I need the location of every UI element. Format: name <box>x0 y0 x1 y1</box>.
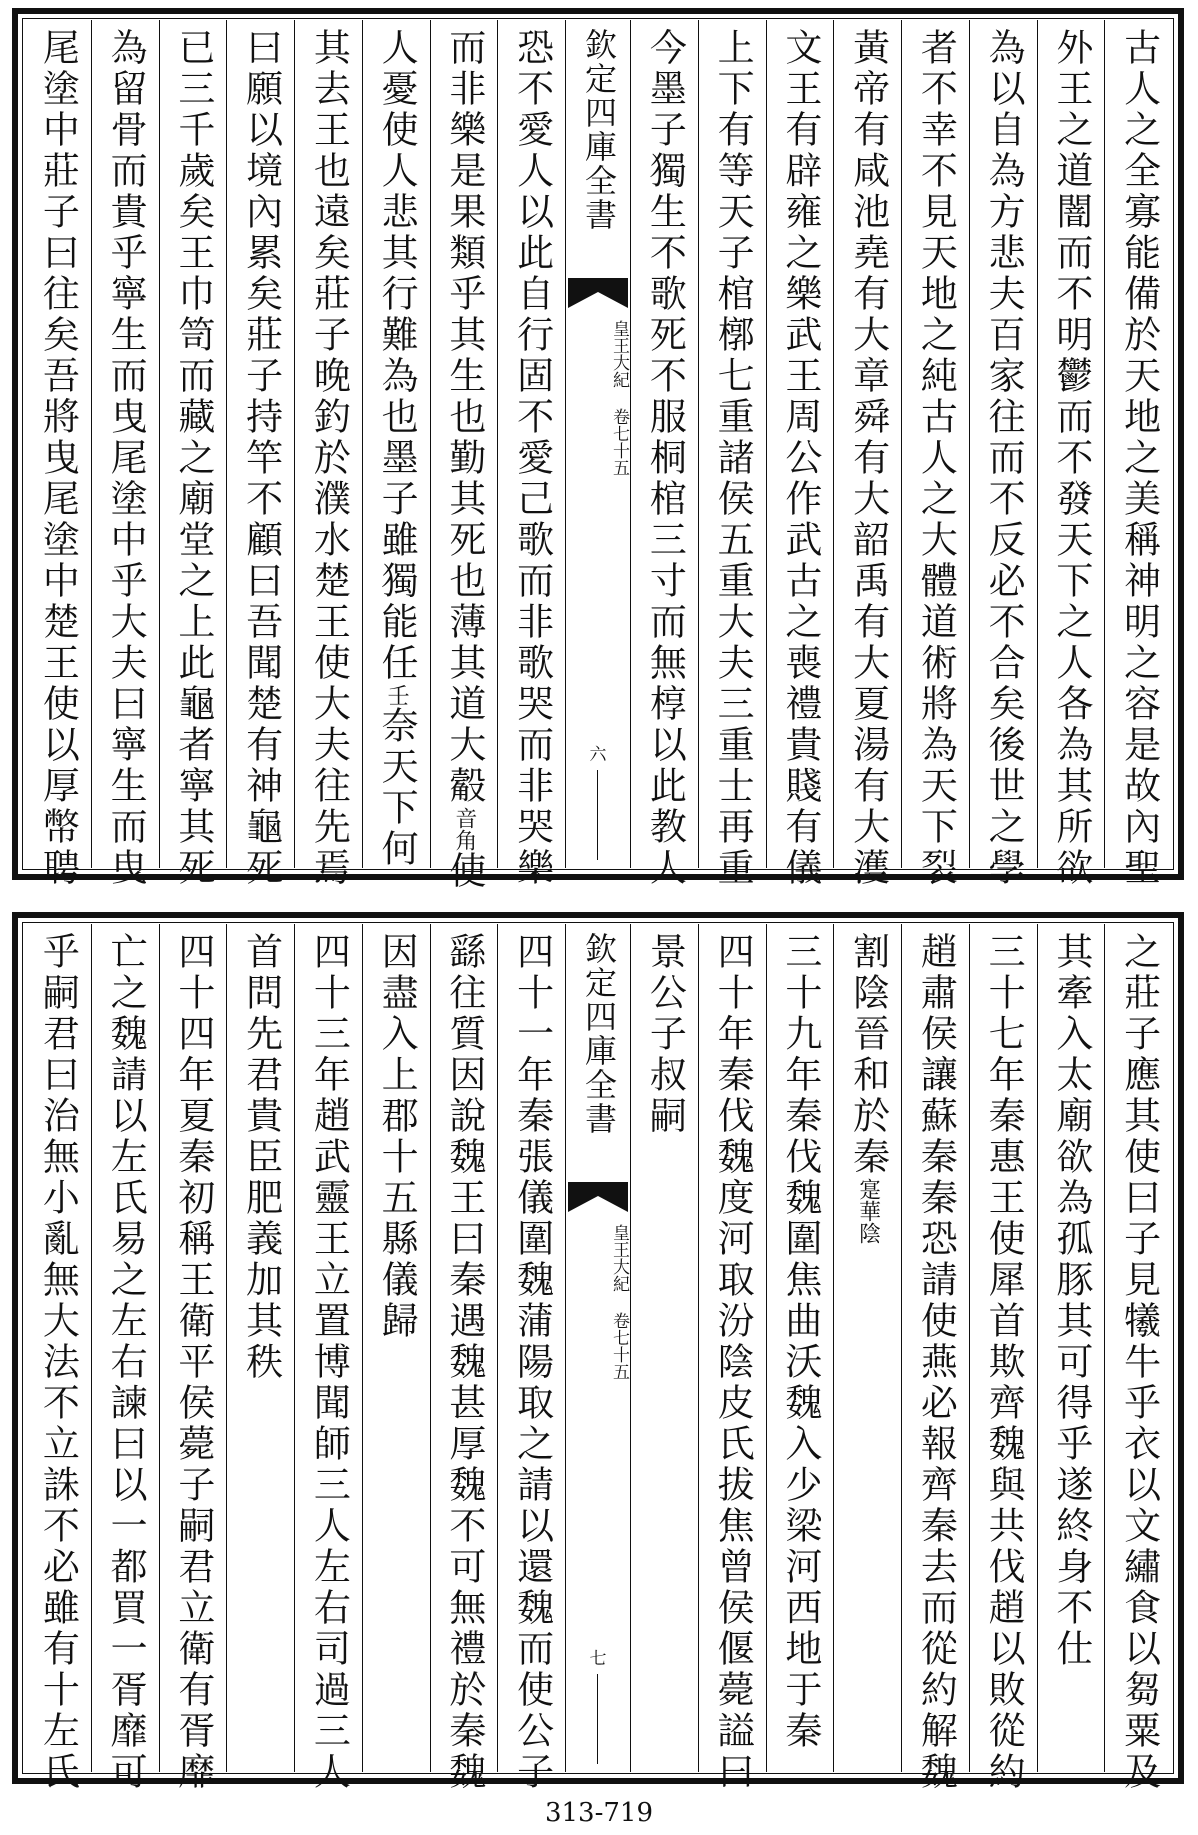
column-main-text: 人憂使人悲其行難為也墨子雖獨能任 <box>375 28 419 684</box>
column-text: 三十七年秦惠王使犀首欺齊魏與共伐趙以敗從約 <box>982 932 1026 1793</box>
interlinear-note: 寔華陰 <box>855 1178 881 1244</box>
text-column <box>24 20 91 889</box>
interlinear-note: 壬 <box>384 684 410 706</box>
text-column <box>159 20 227 889</box>
text-column <box>91 924 159 1793</box>
center-fold-rule <box>597 1674 598 1764</box>
column-text: 今墨子獨生不歌死不服桐棺三寸而無椁以此教人 <box>643 28 687 889</box>
center-fold-rule <box>597 770 598 860</box>
bottom-columns <box>24 924 1172 1793</box>
center-fold-leaf-number: 七 <box>589 1649 607 1669</box>
text-column <box>24 924 91 1793</box>
column-text: 其去王也遠矣莊子晚釣於濮水楚王使大夫往先焉 <box>307 28 351 889</box>
column-text: 古人之全寡能備於天地之美稱神明之容是故內聖 <box>1117 28 1161 889</box>
column-text: 為留骨而貴乎寧生而曳尾塗中乎大夫曰寧生而曳 <box>104 28 148 889</box>
column-main-text: 割陰晉和於秦 <box>846 932 890 1178</box>
text-column <box>698 924 766 1793</box>
column-text: 四十一年秦張儀圍魏蒲陽取之請以還魏而使公子 <box>510 932 554 1793</box>
text-column <box>969 924 1037 1793</box>
top-columns <box>24 20 1172 892</box>
column-text <box>835 932 901 1780</box>
column-text: 景公子叔嗣 <box>643 932 687 1137</box>
text-column <box>1037 20 1105 889</box>
top-page-frame <box>12 8 1184 892</box>
column-text: 曰願以境內累矣莊子持竿不顧曰吾聞楚有神龜死 <box>239 28 283 889</box>
text-column <box>1104 20 1172 889</box>
column-text: 文王有辟雍之樂武王周公作武古之喪禮貴賤有儀 <box>778 28 822 889</box>
bottom-page-frame <box>12 912 1184 1793</box>
page-number: 313-719 <box>544 1798 654 1828</box>
column-text: 繇往質因說魏王曰秦遇魏甚厚魏不可無禮於秦魏 <box>442 932 486 1793</box>
fish-tail-mark-icon <box>566 276 630 310</box>
center-fold-volume: 卷七十五 <box>609 1312 629 1380</box>
column-text: 尾塗中莊子曰往矣吾將曳尾塗中楚王使以厚幣聘 <box>36 28 80 889</box>
center-fold-book-name: 皇王大紀 <box>609 320 629 388</box>
text-column <box>430 20 498 892</box>
column-text: 已三千歲矣王巾笥而藏之廟堂之上此龜者寧其死 <box>171 28 215 889</box>
column-text: 者不幸不見天地之純古人之大體道術將為天下裂 <box>914 28 958 889</box>
text-column <box>91 20 159 889</box>
center-fold-subtitle <box>566 1224 630 1414</box>
text-column <box>630 20 698 889</box>
column-text: 乎嗣君曰治無小亂無大法不立誅不必雖有十左氏 <box>36 932 80 1793</box>
text-column <box>969 20 1037 889</box>
text-column <box>766 20 834 889</box>
column-main-text: 而非樂是果類乎其生也勤其死也薄其道大觳 <box>442 28 486 807</box>
column-text <box>431 28 497 892</box>
column-text: 之莊子應其使曰子見犧牛乎衣以文繡食以芻粟及 <box>1117 932 1161 1793</box>
text-column <box>430 924 498 1793</box>
column-text: 其牽入太廟欲為孤豚其可得乎遂終身不仕 <box>1049 932 1093 1670</box>
text-column <box>630 924 698 1772</box>
column-main-tail: 使 <box>442 851 486 892</box>
center-fold-leaf-number: 六 <box>589 745 607 765</box>
center-fold <box>565 20 630 868</box>
center-fold-title: 欽定四庫全書 <box>580 932 618 1136</box>
column-text: 上下有等天子棺槨七重諸侯五重大夫三重士再重 <box>711 28 755 889</box>
center-fold-book-name: 皇王大紀 <box>609 1224 629 1292</box>
column-text: 亡之魏請以左氏易之左右諫曰以一都買一胥靡可 <box>104 932 148 1793</box>
text-column <box>294 20 362 889</box>
column-text: 恐不愛人以此自行固不愛己歌而非歌哭而非哭樂 <box>510 28 554 889</box>
text-column <box>698 20 766 889</box>
text-column <box>901 924 969 1793</box>
text-column <box>226 20 294 889</box>
column-text: 首問先君貴臣肥義加其秩 <box>239 932 283 1383</box>
center-fold-volume: 卷七十五 <box>609 408 629 476</box>
center-fold <box>565 924 630 1772</box>
text-column <box>294 924 362 1793</box>
text-column <box>362 20 430 868</box>
text-column <box>833 924 901 1772</box>
text-column <box>497 924 565 1793</box>
text-column <box>159 924 227 1793</box>
center-fold-subtitle <box>566 320 630 510</box>
column-text: 四十四年夏秦初稱王衛平侯薨子嗣君立衛有胥靡 <box>171 932 215 1793</box>
column-text: 為以自為方悲夫百家往而不反必不合矣後世之學 <box>982 28 1026 889</box>
text-column <box>833 20 901 889</box>
column-text: 黃帝有咸池堯有大章舜有大韶禹有大夏湯有大濩 <box>846 28 890 889</box>
column-text: 四十三年趙武靈王立置博聞師三人左右司過三人 <box>307 932 351 1793</box>
center-fold-title: 欽定四庫全書 <box>580 28 618 232</box>
column-main-tail: 奈天下何 <box>375 706 419 870</box>
text-column <box>362 924 430 1772</box>
text-column <box>226 924 294 1772</box>
text-column <box>1104 924 1172 1793</box>
fish-tail-mark-icon <box>566 1180 630 1214</box>
interlinear-note: 音角 <box>451 807 477 851</box>
column-text: 外王之道闇而不明鬱而不發天下之人各為其所欲 <box>1049 28 1093 889</box>
text-column <box>1037 924 1105 1772</box>
column-text: 因盡入上郡十五縣儀歸 <box>375 932 419 1342</box>
column-text <box>363 28 429 876</box>
column-text: 三十九年秦伐魏圍焦曲沃魏入少梁河西地于秦 <box>778 932 822 1752</box>
text-column <box>766 924 834 1772</box>
column-text: 四十年秦伐魏度河取汾陰皮氏拔焦曾侯偃薨謚曰 <box>711 932 755 1793</box>
text-column <box>497 20 565 889</box>
text-column <box>901 20 969 889</box>
column-text: 趙肅侯讓蘇秦秦恐請使燕必報齊秦去而從約解魏 <box>914 932 958 1793</box>
